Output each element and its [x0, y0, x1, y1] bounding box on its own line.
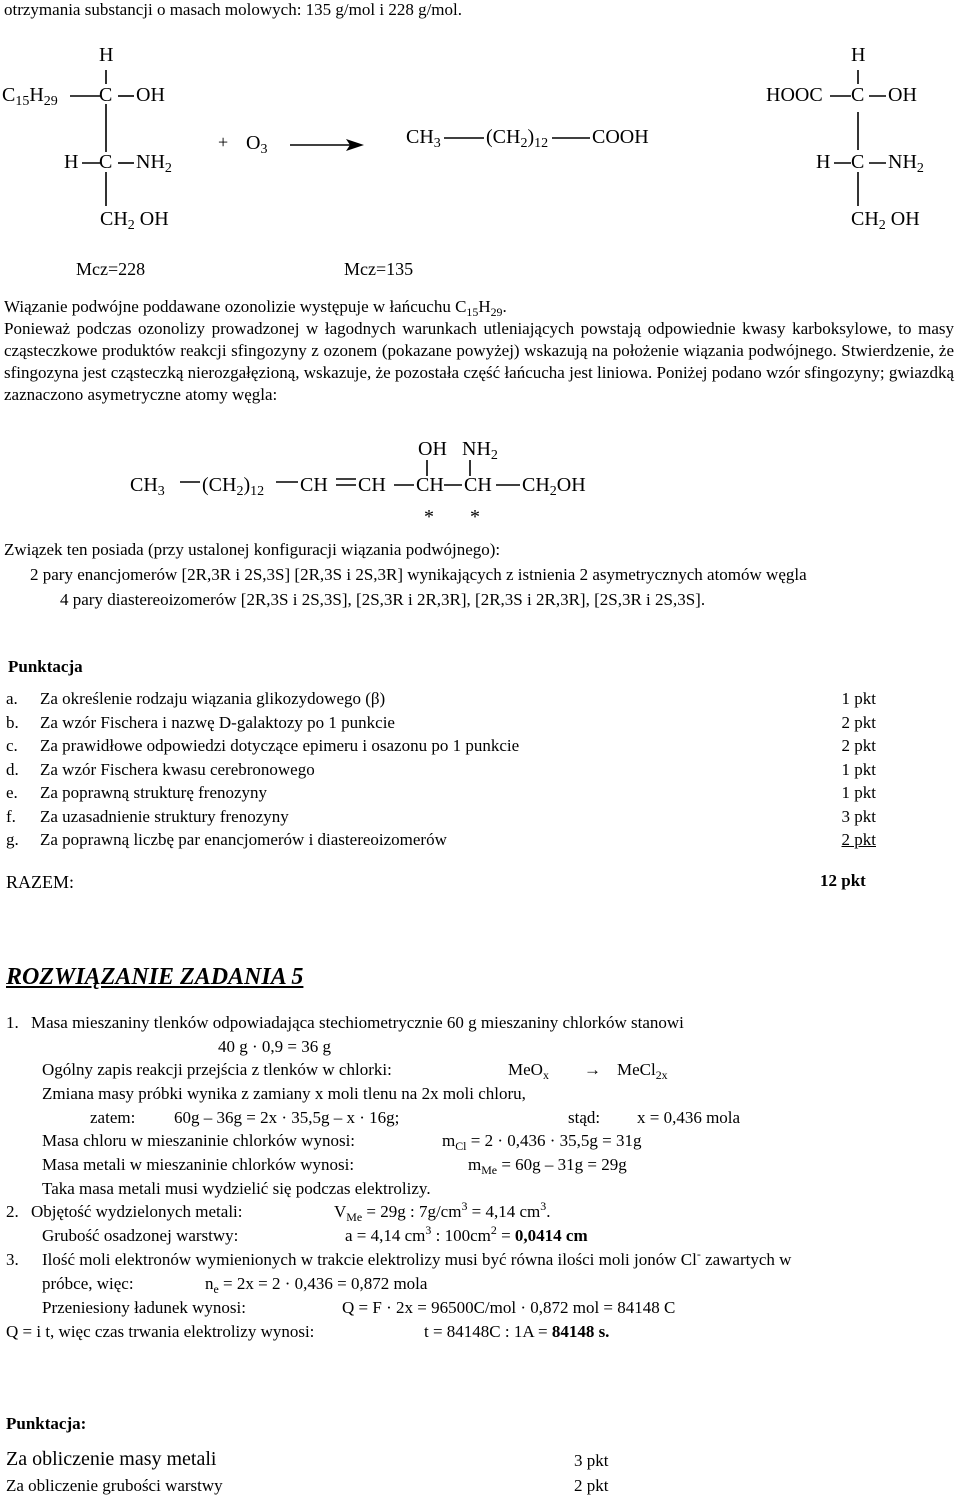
- product-ch2oh: $CH_2$ OH: [851, 208, 920, 233]
- product-hooc: HOOC: [766, 84, 823, 106]
- scoring-item-text: Za uzasadnienie struktury frenozyny: [40, 806, 289, 826]
- total-points: 12 pkt: [820, 871, 866, 890]
- p1-num: 1.: [6, 1013, 19, 1032]
- scoring-item-points: 3 pkt: [841, 806, 876, 826]
- mass-change-text: Zmiana masy próbki wynika z zamiany x moli tlenu na 2x moli chloru,: [42, 1084, 526, 1103]
- scoring-item-letter: d.: [6, 759, 19, 779]
- product-h-left: H: [816, 151, 831, 173]
- product-nh2: $NH_2$: [888, 151, 924, 176]
- scoring-item-letter: a.: [6, 689, 18, 708]
- scoring-title: Punktacja: [8, 657, 83, 676]
- scoring-item-text: Za wzór Fischera kwasu cerebronowego: [40, 759, 315, 779]
- scoring-item-points: 2 pkt: [841, 712, 876, 732]
- scoring-item-letter: g.: [6, 830, 19, 849]
- intro-line: otrzymania substancji o masach molowych: 135 g/mol i 228 g/mol.: [4, 0, 462, 19]
- section-heading: ROZWIĄZANIE ZADANIA 5: [6, 964, 304, 990]
- ozone: $O_3$: [246, 132, 268, 157]
- reactant-h-left: H: [64, 151, 79, 173]
- stad-label: stąd:: [568, 1108, 601, 1127]
- sph-oh: OH: [418, 438, 447, 460]
- volume-label: Objętość wydzielonych metali:: [31, 1202, 243, 1221]
- ne-eq: $n_e = 2x = 2 \cdot 0,436 = 0,872$ mola: [205, 1274, 428, 1296]
- scoring-item-points: 2 pkt: [841, 830, 876, 849]
- time-label: Q = i t, więc czas trwania elektrolizy wynosi:: [6, 1322, 315, 1341]
- scoring2-item-2-pts: 2 pkt: [574, 1476, 609, 1495]
- metal-mass-label: Masa metali w mieszaninie chlorków wynosi:: [42, 1155, 355, 1174]
- double-bond-location: Wiązanie podwójne poddawane ozonolizie występuje w łańcuchu $C_{15}H_{29}$.: [4, 297, 507, 319]
- mcz-135: Mcz=135: [344, 259, 414, 279]
- general-reaction-label: Ogólny zapis reakcji przejścia z tlenków w chlorki:: [42, 1060, 392, 1079]
- scoring2-title: Punktacja:: [6, 1414, 87, 1433]
- diastereomer-pairs: 4 pary diastereoizomerów [2R,3S i 2S,3S], [2S,3R i 2R,3R], [2R,3S i 2R,3R], [2S,3R i 2S,3S].: [60, 590, 706, 609]
- scoring-item-letter: e.: [6, 783, 18, 802]
- p2-num: 2.: [6, 1202, 19, 1221]
- charge-eq: Q = F · 2x = 96500C/mol · 0,872 mol = 84148 C: [342, 1298, 676, 1317]
- chlorine-mass-label: Masa chloru w mieszaninie chlorków wynosi:: [42, 1131, 356, 1150]
- sph-ch-d: CH: [464, 474, 492, 496]
- reactant-ch2oh: $CH_2$ OH: [100, 208, 169, 233]
- time-eq: t = 84148C : 1A = 84148 s.: [424, 1322, 610, 1341]
- mcz-228: Mcz=228: [76, 259, 146, 279]
- metal-mass-eq: $m_{Me} = 60g - 31g = 29g$: [468, 1155, 627, 1177]
- scoring-item-points: 1 pkt: [841, 689, 876, 708]
- scoring2-item-1: Za obliczenie masy metali: [6, 1448, 217, 1470]
- electrons-text: Ilość moli elektronów wymienionych w trakcie elektrolizy musi być równa ilości moli jonów Cl- zawartych w: [42, 1247, 792, 1269]
- acid-ch3: $CH_3$: [406, 126, 441, 151]
- zatem-label: zatem:: [90, 1108, 136, 1127]
- reactant-oh: OH: [136, 84, 165, 106]
- sph-ch-b: CH: [358, 474, 386, 496]
- product-c1: C: [851, 84, 865, 106]
- stad-result: x = 0,436 mola: [637, 1108, 741, 1127]
- scoring-item-text: Za wzór Fischera i nazwę D-galaktozy po 1 punkcie: [40, 712, 395, 732]
- chloride-formula: MeCl$_{2x}$: [617, 1060, 668, 1082]
- sph-nh2: $NH_2$: [462, 438, 498, 463]
- reactant-c1: C: [99, 84, 113, 106]
- sph-ch2-chain: $(CH_2)_{12}$: [202, 474, 265, 499]
- scoring-item-letter: f.: [6, 806, 16, 826]
- reactant-c2: C: [99, 151, 113, 173]
- sph-ch-c: CH: [416, 474, 444, 496]
- charge-label: Przeniesiony ładunek wynosi:: [42, 1298, 246, 1317]
- scoring-item-letter: c.: [6, 736, 18, 755]
- scoring-item-letter: b.: [6, 712, 19, 732]
- scoring-item-text: Za określenie rodzaju wiązania glikozydowego (β): [40, 689, 386, 708]
- sph-ch2oh: $CH_2OH$: [522, 474, 586, 499]
- scoring-item-points: 2 pkt: [841, 736, 876, 755]
- product-h-top: H: [851, 44, 866, 66]
- thickness-label: Grubość osadzonej warstwy:: [42, 1226, 239, 1245]
- product-oh: OH: [888, 84, 917, 106]
- p1-text: Masa mieszaniny tlenków odpowiadająca stechiometrycznie 60 g mieszaniny chlorków stanowi: [31, 1013, 684, 1032]
- p3-num: 3.: [6, 1250, 19, 1269]
- volume-eq: $V_{Me} = 29g$ : $7g/cm^3 = 4,14$ $cm^3$.: [334, 1199, 551, 1224]
- sph-ch3: $CH_3$: [130, 474, 165, 499]
- scoring-item-points: 1 pkt: [841, 783, 876, 802]
- p1-final: Taka masa metali musi wydzielić się podczas elektrolizy.: [42, 1179, 431, 1198]
- scoring-item-points: 1 pkt: [841, 759, 876, 779]
- product-c2: C: [851, 151, 865, 173]
- reactant-alkyl: $C_{15}H_{29}$: [2, 84, 58, 109]
- reactant-h-top: H: [99, 44, 114, 66]
- chlorine-mass-eq: $m_{Cl} = 2 \cdot 0,436 \cdot 35,5g = 31g$: [442, 1131, 642, 1153]
- thickness-eq: a = 4,14 $cm^3$ : $100cm^2 = 0,0414$ cm: [345, 1223, 588, 1245]
- acid-ch2-chain: $(CH_2)_{12}$: [486, 126, 549, 151]
- probce-label: próbce, więc:: [42, 1274, 134, 1293]
- asymmetric-star-2: *: [470, 506, 480, 528]
- p1-calc: 40 g · 0,9 = 36 g: [218, 1037, 331, 1056]
- reaction-arrow: →: [584, 1060, 601, 1079]
- stereo-intro: Związek ten posiada (przy ustalonej konfiguracji wiązania podwójnego):: [4, 540, 501, 559]
- reactant-nh2: $NH_2$: [136, 151, 172, 176]
- oxide-formula: MeO$_x$: [508, 1060, 549, 1082]
- scoring-item-text: Za prawidłowe odpowiedzi dotyczące epimeru i osazonu po 1 punkcie: [40, 736, 520, 755]
- sph-ch-a: CH: [300, 474, 328, 496]
- explanation-paragraph: Ponieważ podczas ozonolizy prowadzonej w łagodnych warunkach utleniających powstają odpowiednie kwasy karboksylowe, to masy cząsteczkowe produktów reakcji sfingozyny z ozonem (pokazane powyżej) wskazują na położenie wiązania podwójnego. Stwierdzenie, że sfingozyna jest cząsteczką nierozgałęzioną, wskazuje, że pozostała część łańcucha jest liniowa. Poniżej podano wzór sfingozyny; gwiazdką zaznaczono asymetryczne atomy węgla:: [4, 319, 954, 404]
- acid-cooh: COOH: [592, 126, 649, 148]
- scoring-item-text: Za poprawną liczbę par enancjomerów i diastereoizomerów: [40, 830, 447, 849]
- scoring-item-text: Za poprawną strukturę frenozyny: [40, 783, 268, 802]
- zatem-equation: 60g – 36g = 2x · 35,5g – x · 16g;: [174, 1108, 400, 1127]
- total-label: RAZEM:: [6, 872, 75, 892]
- scoring2-item-2: Za obliczenie grubości warstwy: [6, 1476, 223, 1495]
- enantiomer-pairs: 2 pary enancjomerów [2R,3R i 2S,3S] [2R,3S i 2S,3R] wynikających z istnienia 2 asymetrycznych atomów węgla: [30, 565, 807, 584]
- asymmetric-star-1: *: [424, 506, 434, 528]
- scoring2-item-1-pts: 3 pkt: [574, 1451, 609, 1470]
- plus-sign: +: [218, 132, 229, 152]
